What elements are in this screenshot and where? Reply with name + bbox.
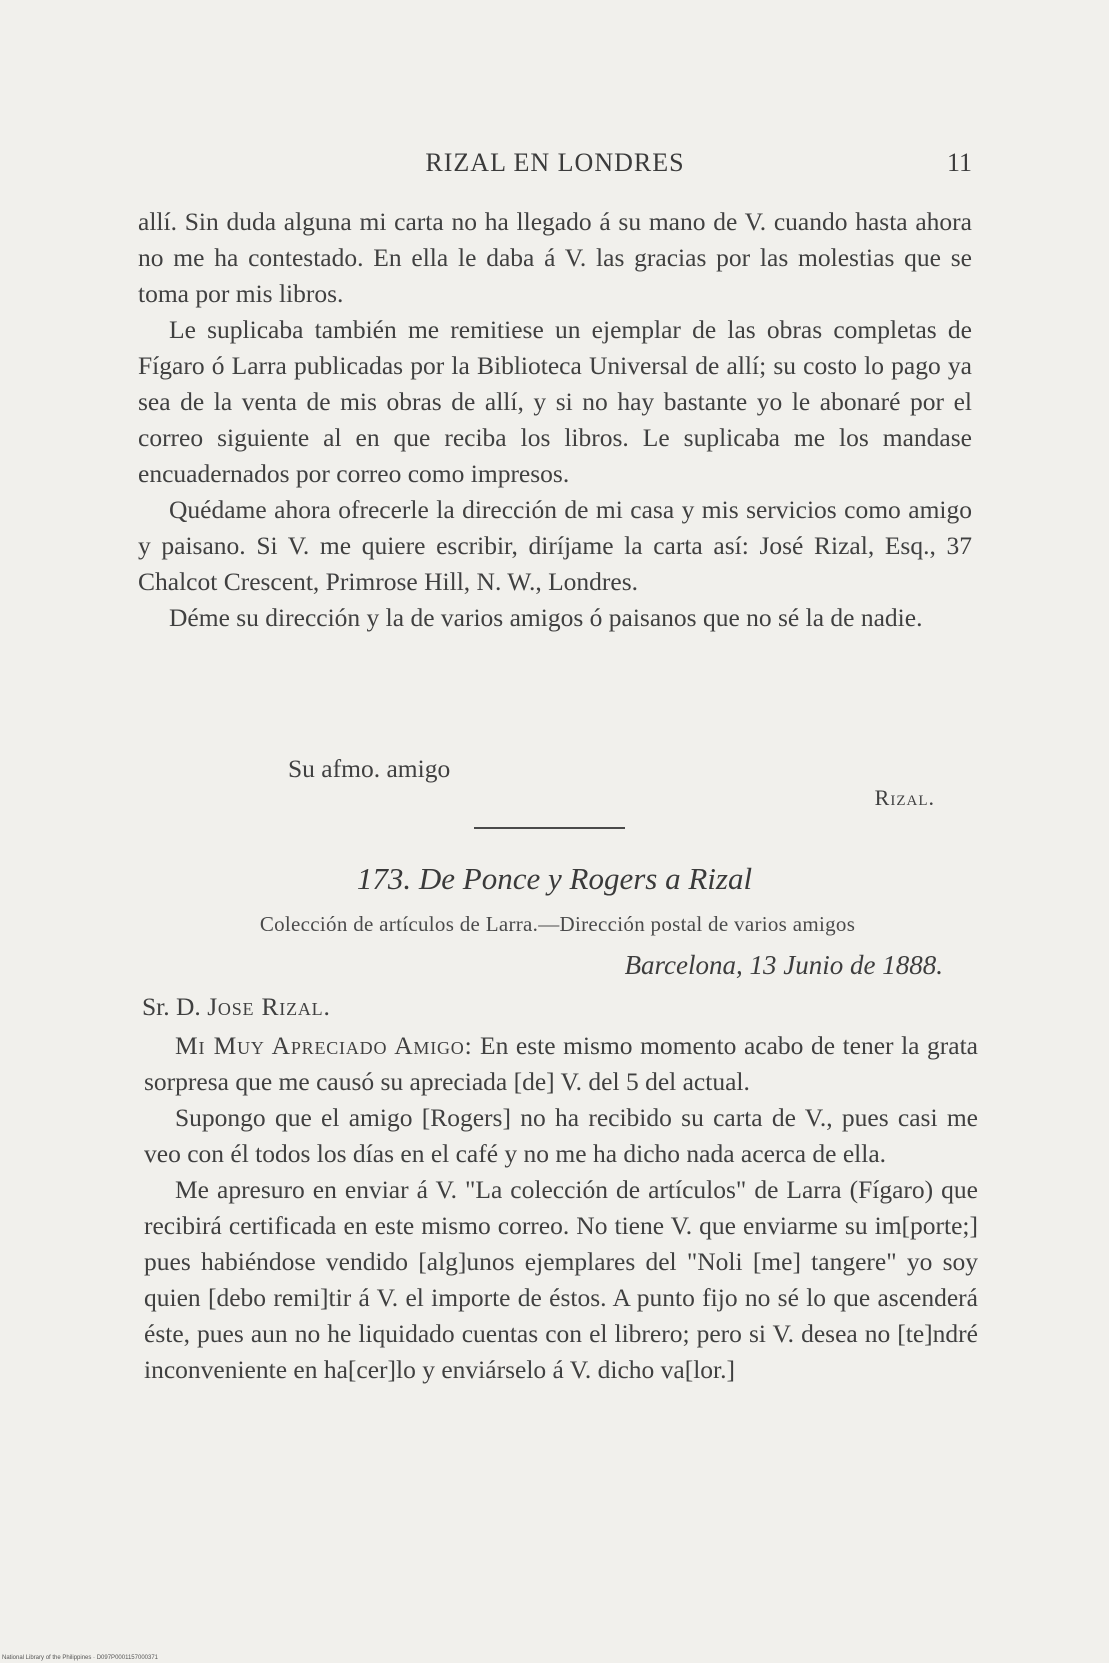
section-divider	[474, 827, 625, 829]
paragraph: allí. Sin duda alguna mi carta no ha llegado á su mano de V. cuando hasta ahora no me ha contestado. En ella le daba á V. las gracias por las molestias que se toma por mis libros.	[138, 207, 972, 308]
running-title: RIZAL EN LONDRES	[425, 148, 685, 177]
paragraph: Déme su dirección y la de varios amigos ó paisanos que no sé la de nadie.	[169, 603, 923, 632]
paragraph: Supongo que el amigo [Rogers] no ha recibido su carta de V., pues casi me veo con él todos los días en el café y no me ha dicho nada acerca de ella.	[144, 1103, 978, 1168]
previous-letter-body	[138, 204, 972, 636]
paragraph-text: En este mismo momento acabo de tener la grata sorpresa que me causó su apreciada [de] V. del 5 del actual.	[144, 1031, 978, 1096]
letter-summary: Colección de artículos de Larra.—Dirección postal de varios amigos	[259, 912, 856, 936]
letter-heading: 173. De Ponce y Rogers a Rizal	[356, 861, 753, 896]
next-letter-body	[144, 1028, 978, 1388]
scan-credit: National Library of the Philippines · D097P0001157000371	[2, 1655, 158, 1661]
running-head	[138, 148, 972, 182]
paragraph: Quédame ahora ofrecerle la dirección de mi casa y mis servicios como amigo y paisano. Si V. me quiere escribir, diríjame la carta así: José Rizal, Esq., 37 Chalcot Crescent, Primrose Hill, N. W., Londres.	[138, 495, 972, 596]
salutation-name: Jose Rizal.	[207, 992, 331, 1021]
paragraph: Le suplicaba también me remitiese un ejemplar de las obras completas de Fígaro ó Larra publicadas por la Biblioteca Universal de allí; su costo lo pago ya sea de la venta de mis obras de allí, y si no hay bastante yo le abonaré por el correo siguiente al en que reciba los libros. Le suplicaba me los mandase encuadernados por correo como impresos.	[138, 315, 972, 488]
greeting: Mi Muy Apreciado Amigo:	[175, 1031, 473, 1060]
page-number: 11	[946, 148, 972, 177]
letter-closing: Su afmo. amigo	[288, 754, 451, 783]
salutation	[142, 992, 331, 1022]
paragraph: Me apresuro en enviar á V. "La colección de artículos" de Larra (Fígaro) que recibirá certificada en este mismo correo. No tiene V. que enviarme su im[porte;] pues habiéndose vendido [alg]unos ejemplares del "Noli [me] tangere" yo soy quien [debo remi]tir á V. el importe de éstos. A punto fijo no sé lo que ascenderá éste, pues aun no he liquidado cuentas con el librero; pero si V. desea no [te]ndré inconveniente en ha[cer]lo y enviárselo á V. dicho va[lor.]	[144, 1175, 978, 1384]
paragraph	[144, 1028, 978, 1100]
letter-signature: Rizal.	[874, 785, 935, 810]
letter-dateline: Barcelona, 13 Junio de 1888.	[624, 950, 943, 980]
salutation-prefix: Sr. D.	[142, 992, 201, 1021]
